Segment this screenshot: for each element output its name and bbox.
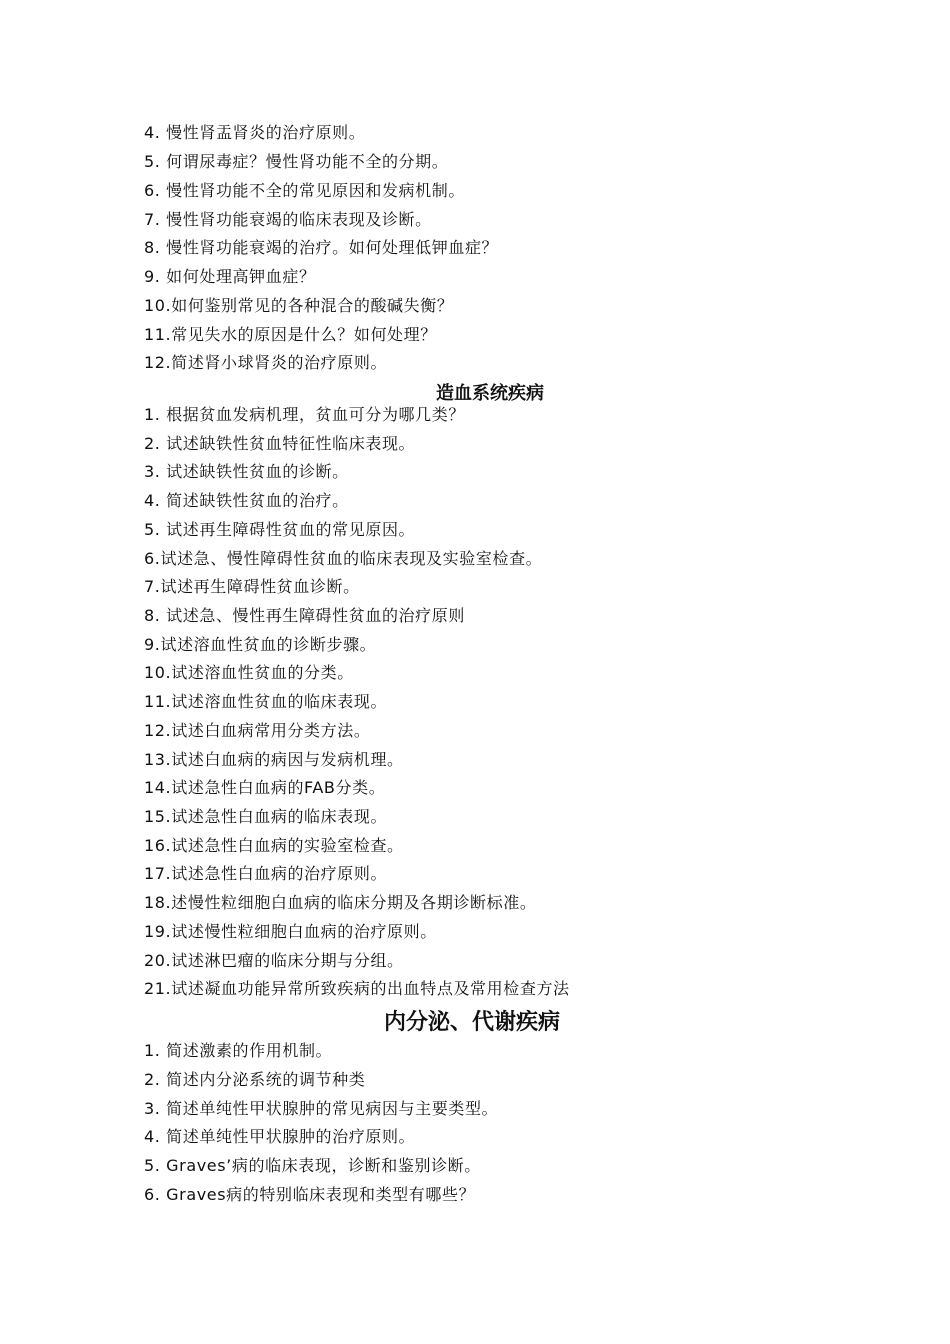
list-item: 6. 慢性肾功能不全的常见原因和发病机制。 [144, 181, 465, 200]
list-item: 7. 慢性肾功能衰竭的临床表现及诊断。 [144, 210, 432, 229]
list-item: 11.常见失水的原因是什么？如何处理？ [144, 325, 437, 344]
list-item: 12.试述白血病常用分类方法。 [144, 721, 371, 740]
list-item: 15.试述急性白血病的临床表现。 [144, 807, 388, 826]
list-item: 10.试述溶血性贫血的分类。 [144, 663, 354, 682]
list-item: 16.试述急性白血病的实验室检查。 [144, 836, 404, 855]
list-item: 12.简述肾小球肾炎的治疗原则。 [144, 353, 388, 372]
list-item: 4. 简述单纯性甲状腺肿的治疗原则。 [144, 1127, 416, 1146]
list-item: 6.试述急、慢性障碍性贫血的临床表现及实验室检查。 [144, 549, 543, 568]
list-item: 10.如何鉴别常见的各种混合的酸碱失衡？ [144, 296, 454, 315]
list-item: 9.试述溶血性贫血的诊断步骤。 [144, 635, 377, 654]
list-item: 5. Graves’病的临床表现，诊断和鉴别诊断。 [144, 1156, 481, 1175]
list-item: 8. 试述急、慢性再生障碍性贫血的治疗原则 [144, 606, 465, 625]
list-item: 17.试述急性白血病的治疗原则。 [144, 864, 388, 883]
list-item: 2. 简述内分泌系统的调节种类 [144, 1070, 366, 1089]
list-item: 4. 简述缺铁性贫血的治疗。 [144, 491, 349, 510]
list-item: 1. 根据贫血发病机理，贫血可分为哪几类？ [144, 405, 465, 424]
list-item: 18.述慢性粒细胞白血病的临床分期及各期诊断标准。 [144, 893, 537, 912]
list-item: 9. 如何处理高钾血症？ [144, 267, 316, 286]
list-item: 7.试述再生障碍性贫血诊断。 [144, 577, 360, 596]
list-item: 14.试述急性白血病的FAB分类。 [144, 778, 386, 797]
list-item: 4. 慢性肾盂肾炎的治疗原则。 [144, 123, 366, 142]
list-item: 20.试述淋巴瘤的临床分期与分组。 [144, 951, 404, 970]
list-item: 13.试述白血病的病因与发病机理。 [144, 750, 404, 769]
section-heading-endocrine: 内分泌、代谢疾病 [384, 1009, 561, 1035]
list-item: 5. 试述再生障碍性贫血的常见原因。 [144, 520, 416, 539]
list-item: 6. Graves病的特别临床表现和类型有哪些？ [144, 1185, 476, 1204]
list-item: 5. 何谓尿毒症？慢性肾功能不全的分期。 [144, 152, 449, 171]
list-item: 8. 慢性肾功能衰竭的治疗。如何处理低钾血症？ [144, 238, 499, 257]
list-item: 21.试述凝血功能异常所致疾病的出血特点及常用检查方法 [144, 979, 570, 998]
list-item: 2. 试述缺铁性贫血特征性临床表现。 [144, 434, 416, 453]
list-item: 3. 简述单纯性甲状腺肿的常见病因与主要类型。 [144, 1099, 499, 1118]
list-item: 3. 试述缺铁性贫血的诊断。 [144, 462, 349, 481]
section-heading-hematology: 造血系统疾病 [436, 383, 544, 404]
list-item: 1. 简述激素的作用机制。 [144, 1041, 333, 1060]
list-item: 11.试述溶血性贫血的临床表现。 [144, 692, 388, 711]
list-item: 19.试述慢性粒细胞白血病的治疗原则。 [144, 922, 437, 941]
